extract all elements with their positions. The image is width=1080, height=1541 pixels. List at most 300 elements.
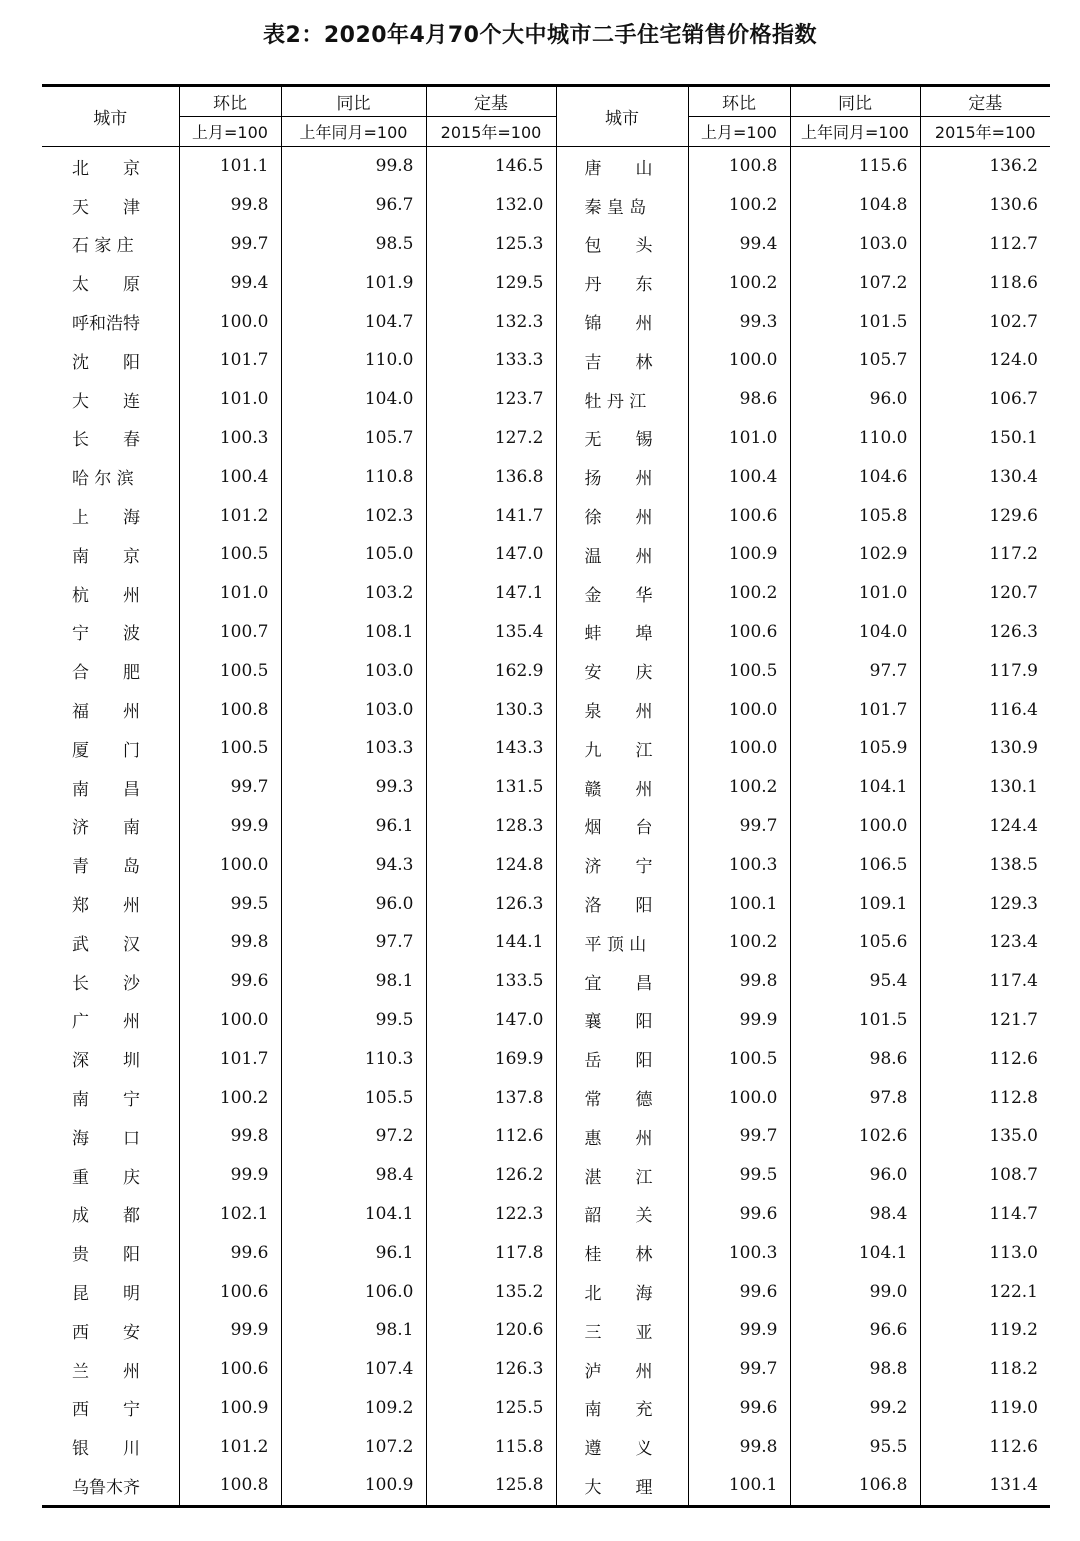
left-base-cell: 144.1 [426,923,556,962]
left-yoy-cell: 106.0 [281,1272,426,1311]
left-yoy-cell: 105.0 [281,535,426,574]
right-mom-cell: 100.5 [688,651,790,690]
header-mom-left: 环比 [179,86,281,117]
right-mom-cell: 100.2 [688,923,790,962]
left-base-cell: 162.9 [426,651,556,690]
table-row [42,1039,1050,1078]
left-mom-cell: 99.9 [179,1311,281,1350]
right-yoy-cell: 96.0 [790,1156,920,1195]
left-city-cell: 广 州 [72,1012,140,1033]
right-city-cell: 九 江 [556,729,688,768]
right-mom-cell: 100.2 [688,186,790,225]
left-base-cell: 123.7 [426,380,556,419]
table-title: 表2：2020年4月70个大中城市二手住宅销售价格指数 [263,23,817,48]
right-base-cell: 150.1 [920,419,1050,458]
left-mom-cell: 101.1 [179,147,281,186]
header-city-right: 城市 [556,86,688,147]
left-yoy-cell: 105.7 [281,419,426,458]
right-base-cell: 130.9 [920,729,1050,768]
right-yoy-cell: 110.0 [790,419,920,458]
right-city-cell: 扬 州 [556,457,688,496]
left-yoy-cell: 97.7 [281,923,426,962]
right-city-cell: 宜 昌 [556,962,688,1001]
left-mom-cell: 100.6 [179,1272,281,1311]
table-row [42,147,1050,186]
right-yoy-cell: 101.5 [790,1001,920,1040]
right-yoy-cell: 105.7 [790,341,920,380]
right-mom-cell: 100.5 [688,1039,790,1078]
right-city-cell: 平 顶 山 [556,923,688,962]
right-yoy-cell: 96.6 [790,1311,920,1350]
left-yoy-cell: 96.1 [281,1233,426,1272]
left-yoy-cell: 102.3 [281,496,426,535]
left-base-cell: 136.8 [426,457,556,496]
right-mom-cell: 99.8 [688,1427,790,1466]
left-mom-cell: 100.4 [179,457,281,496]
table-row [42,768,1050,807]
table-body [42,147,1050,1507]
right-yoy-cell: 101.0 [790,574,920,613]
table-row [42,1311,1050,1350]
right-yoy-cell: 105.6 [790,923,920,962]
table-row [42,1156,1050,1195]
left-yoy-cell: 104.0 [281,380,426,419]
left-mom-cell: 99.8 [179,1117,281,1156]
right-mom-cell: 99.9 [688,1001,790,1040]
right-yoy-cell: 106.8 [790,1466,920,1506]
right-yoy-cell: 104.1 [790,1233,920,1272]
left-mom-cell: 100.8 [179,1466,281,1506]
right-yoy-cell: 105.8 [790,496,920,535]
right-base-cell: 118.2 [920,1350,1050,1389]
left-mom-cell: 100.9 [179,1389,281,1428]
table-row [42,1466,1050,1506]
left-mom-cell: 100.2 [179,1078,281,1117]
left-city-cell: 杭 州 [72,585,140,606]
left-mom-cell: 101.0 [179,380,281,419]
subheader-base-right: 2015年=100 [920,117,1050,147]
right-city-cell: 常 德 [556,1078,688,1117]
table-row [42,613,1050,652]
right-city-cell: 蚌 埠 [556,613,688,652]
right-base-cell: 136.2 [920,147,1050,186]
right-yoy-cell: 99.2 [790,1389,920,1428]
right-base-cell: 138.5 [920,845,1050,884]
left-mom-cell: 101.2 [179,1427,281,1466]
left-city-cell: 深 圳 [72,1051,140,1072]
right-mom-cell: 100.3 [688,1233,790,1272]
left-city-cell: 天 津 [72,197,140,218]
right-base-cell: 112.8 [920,1078,1050,1117]
right-base-cell: 106.7 [920,380,1050,419]
right-base-cell: 126.3 [920,613,1050,652]
right-mom-cell: 99.7 [688,807,790,846]
right-city-cell: 湛 江 [556,1156,688,1195]
left-base-cell: 129.5 [426,263,556,302]
left-base-cell: 133.3 [426,341,556,380]
right-mom-cell: 100.0 [688,1078,790,1117]
left-base-cell: 126.2 [426,1156,556,1195]
left-yoy-cell: 98.5 [281,225,426,264]
right-city-cell: 遵 义 [556,1427,688,1466]
left-base-cell: 169.9 [426,1039,556,1078]
right-yoy-cell: 98.6 [790,1039,920,1078]
left-city-cell: 武 汉 [72,934,140,955]
right-base-cell: 121.7 [920,1001,1050,1040]
table-row [42,302,1050,341]
table-row [42,496,1050,535]
right-base-cell: 124.0 [920,341,1050,380]
left-yoy-cell: 100.9 [281,1466,426,1506]
right-city-cell: 泸 州 [556,1350,688,1389]
subheader-row [42,117,1050,147]
header-yoy-right: 同比 [790,86,920,117]
right-city-cell: 丹 东 [556,263,688,302]
table-row [42,1001,1050,1040]
left-mom-cell: 99.9 [179,807,281,846]
left-city-cell: 北 京 [72,158,140,179]
left-mom-cell: 100.6 [179,1350,281,1389]
left-city-cell: 福 州 [72,702,140,723]
left-yoy-cell: 97.2 [281,1117,426,1156]
table-row [42,186,1050,225]
left-yoy-cell: 99.5 [281,1001,426,1040]
right-city-cell: 金 华 [556,574,688,613]
left-base-cell: 130.3 [426,690,556,729]
table-row [42,1350,1050,1389]
right-city-cell: 北 海 [556,1272,688,1311]
left-city-cell: 济 南 [72,818,140,839]
left-mom-cell: 99.8 [179,186,281,225]
right-city-cell: 桂 林 [556,1233,688,1272]
left-mom-cell: 101.7 [179,1039,281,1078]
left-yoy-cell: 96.7 [281,186,426,225]
table-row [42,1389,1050,1428]
left-mom-cell: 100.5 [179,729,281,768]
right-city-cell: 烟 台 [556,807,688,846]
right-yoy-cell: 104.1 [790,768,920,807]
left-base-cell: 132.3 [426,302,556,341]
right-mom-cell: 100.4 [688,457,790,496]
right-mom-cell: 100.0 [688,690,790,729]
left-mom-cell: 101.2 [179,496,281,535]
right-city-cell: 吉 林 [556,341,688,380]
table-row [42,263,1050,302]
left-base-cell: 124.8 [426,845,556,884]
right-base-cell: 112.6 [920,1427,1050,1466]
left-city-cell: 昆 明 [72,1284,140,1304]
right-city-cell: 济 宁 [556,845,688,884]
right-base-cell: 117.2 [920,535,1050,574]
right-mom-cell: 100.6 [688,613,790,652]
right-city-cell: 泉 州 [556,690,688,729]
left-yoy-cell: 96.0 [281,884,426,923]
left-mom-cell: 100.0 [179,1001,281,1040]
table-row [42,1233,1050,1272]
right-city-cell: 洛 阳 [556,884,688,923]
right-base-cell: 113.0 [920,1233,1050,1272]
left-city-cell: 郑 州 [72,896,140,917]
left-city-cell: 贵 阳 [72,1245,140,1266]
right-mom-cell: 99.6 [688,1195,790,1234]
right-mom-cell: 100.9 [688,535,790,574]
right-city-cell: 安 庆 [556,651,688,690]
right-yoy-cell: 98.4 [790,1195,920,1234]
right-mom-cell: 99.6 [688,1272,790,1311]
right-city-cell: 无 锡 [556,419,688,458]
left-mom-cell: 100.0 [179,302,281,341]
right-mom-cell: 99.8 [688,962,790,1001]
header-base-right: 定基 [920,86,1050,117]
left-yoy-cell: 103.0 [281,651,426,690]
left-city-cell: 呼和浩特 [72,314,140,335]
left-yoy-cell: 98.4 [281,1156,426,1195]
left-mom-cell: 99.8 [179,923,281,962]
left-yoy-cell: 107.2 [281,1427,426,1466]
right-base-cell: 112.6 [920,1039,1050,1078]
right-base-cell: 116.4 [920,690,1050,729]
right-mom-cell: 98.6 [688,380,790,419]
right-yoy-cell: 102.9 [790,535,920,574]
left-mom-cell: 99.5 [179,884,281,923]
left-base-cell: 126.3 [426,884,556,923]
left-base-cell: 147.1 [426,574,556,613]
left-city-cell: 石 家 庄 [72,236,134,257]
right-mom-cell: 99.7 [688,1350,790,1389]
left-yoy-cell: 101.9 [281,263,426,302]
left-mom-cell: 100.7 [179,613,281,652]
table-row [42,535,1050,574]
right-base-cell: 123.4 [920,923,1050,962]
left-city-cell: 南 京 [72,546,140,567]
right-mom-cell: 100.2 [688,574,790,613]
right-mom-cell: 99.3 [688,302,790,341]
right-yoy-cell: 101.5 [790,302,920,341]
table-row [42,651,1050,690]
right-mom-cell: 99.7 [688,1117,790,1156]
left-base-cell: 137.8 [426,1078,556,1117]
right-yoy-cell: 101.7 [790,690,920,729]
price-index-table [42,84,1050,1508]
left-mom-cell: 99.9 [179,1156,281,1195]
left-yoy-cell: 107.4 [281,1350,426,1389]
right-mom-cell: 99.6 [688,1389,790,1428]
left-yoy-cell: 98.1 [281,962,426,1001]
right-yoy-cell: 104.6 [790,457,920,496]
right-yoy-cell: 95.4 [790,962,920,1001]
right-base-cell: 108.7 [920,1156,1050,1195]
left-yoy-cell: 103.3 [281,729,426,768]
right-mom-cell: 100.3 [688,845,790,884]
left-yoy-cell: 109.2 [281,1389,426,1428]
right-city-cell: 三 亚 [556,1311,688,1350]
left-base-cell: 128.3 [426,807,556,846]
left-city-cell: 成 都 [72,1206,140,1227]
right-base-cell: 119.0 [920,1389,1050,1428]
left-mom-cell: 99.4 [179,263,281,302]
left-base-cell: 127.2 [426,419,556,458]
subheader-base-left: 2015年=100 [426,117,556,147]
left-city-cell: 西 宁 [72,1400,140,1421]
left-city-cell: 合 肥 [72,663,140,684]
right-base-cell: 114.7 [920,1195,1050,1234]
left-city-cell: 乌鲁木齐 [42,1466,179,1506]
table-row [42,1427,1050,1466]
table-row [42,845,1050,884]
right-base-cell: 129.3 [920,884,1050,923]
left-mom-cell: 100.5 [179,651,281,690]
left-base-cell: 112.6 [426,1117,556,1156]
table-row [42,807,1050,846]
right-mom-cell: 100.1 [688,1466,790,1506]
table-row [42,690,1050,729]
left-mom-cell: 99.7 [179,768,281,807]
table-row [42,884,1050,923]
left-yoy-cell: 110.8 [281,457,426,496]
left-yoy-cell: 105.5 [281,1078,426,1117]
right-yoy-cell: 105.9 [790,729,920,768]
right-base-cell: 118.6 [920,263,1050,302]
left-city-cell: 厦 门 [72,740,140,761]
left-base-cell: 125.3 [426,225,556,264]
subheader-mom-right: 上月=100 [688,117,790,147]
table-row [42,419,1050,458]
right-city-cell: 唐 山 [556,147,688,186]
left-city-cell: 太 原 [72,275,140,296]
left-yoy-cell: 110.3 [281,1039,426,1078]
left-mom-cell: 101.0 [179,574,281,613]
left-yoy-cell: 99.3 [281,768,426,807]
right-base-cell: 130.6 [920,186,1050,225]
left-city-cell: 上 海 [72,508,140,529]
left-base-cell: 120.6 [426,1311,556,1350]
subheader-yoy-right: 上年同月=100 [790,117,920,147]
right-base-cell: 130.4 [920,457,1050,496]
right-mom-cell: 99.4 [688,225,790,264]
right-mom-cell: 100.2 [688,263,790,302]
left-base-cell: 147.0 [426,535,556,574]
right-mom-cell: 100.8 [688,147,790,186]
left-base-cell: 146.5 [426,147,556,186]
table-row [42,380,1050,419]
right-city-cell: 温 州 [556,535,688,574]
left-city-cell: 宁 波 [72,624,140,645]
right-yoy-cell: 103.0 [790,225,920,264]
right-base-cell: 135.0 [920,1117,1050,1156]
left-yoy-cell: 103.0 [281,690,426,729]
right-city-cell: 赣 州 [556,768,688,807]
right-yoy-cell: 104.8 [790,186,920,225]
table-row [42,457,1050,496]
right-mom-cell: 99.5 [688,1156,790,1195]
left-yoy-cell: 104.7 [281,302,426,341]
right-yoy-cell: 100.0 [790,807,920,846]
left-city-cell: 长 春 [72,430,140,451]
header-base-left: 定基 [426,86,556,117]
right-city-cell: 锦 州 [556,302,688,341]
right-yoy-cell: 95.5 [790,1427,920,1466]
right-base-cell: 117.9 [920,651,1050,690]
right-base-cell: 131.4 [920,1466,1050,1506]
right-base-cell: 122.1 [920,1272,1050,1311]
left-city-cell: 重 庆 [72,1167,140,1188]
right-city-cell: 襄 阳 [556,1001,688,1040]
left-city-cell: 南 宁 [72,1090,140,1111]
left-city-cell: 兰 州 [72,1361,140,1382]
left-base-cell: 135.2 [426,1272,556,1311]
left-mom-cell: 99.6 [179,962,281,1001]
table-row [42,1195,1050,1234]
right-city-cell: 秦 皇 岛 [556,186,688,225]
left-yoy-cell: 110.0 [281,341,426,380]
right-mom-cell: 99.9 [688,1311,790,1350]
subheader-mom-left: 上月=100 [179,117,281,147]
right-city-cell: 包 头 [556,225,688,264]
left-city-cell: 西 安 [72,1322,140,1343]
left-city-cell: 大 连 [72,391,140,412]
left-base-cell: 143.3 [426,729,556,768]
left-base-cell: 141.7 [426,496,556,535]
left-base-cell: 126.3 [426,1350,556,1389]
right-yoy-cell: 115.6 [790,147,920,186]
right-city-cell: 徐 州 [556,496,688,535]
header-mom-right: 环比 [688,86,790,117]
left-base-cell: 147.0 [426,1001,556,1040]
left-base-cell: 117.8 [426,1233,556,1272]
table-row [42,574,1050,613]
header-row [42,86,1050,117]
left-base-cell: 125.5 [426,1389,556,1428]
left-city-cell: 银 川 [72,1439,140,1460]
right-yoy-cell: 102.6 [790,1117,920,1156]
left-yoy-cell: 98.1 [281,1311,426,1350]
left-base-cell: 131.5 [426,768,556,807]
right-city-cell: 惠 州 [556,1117,688,1156]
left-yoy-cell: 99.8 [281,147,426,186]
table-row [42,729,1050,768]
right-mom-cell: 101.0 [688,419,790,458]
left-base-cell: 115.8 [426,1427,556,1466]
right-yoy-cell: 107.2 [790,263,920,302]
right-city-cell: 岳 阳 [556,1039,688,1078]
header-yoy-left: 同比 [281,86,426,117]
table-row [42,923,1050,962]
left-mom-cell: 99.7 [179,225,281,264]
right-base-cell: 129.6 [920,496,1050,535]
left-yoy-cell: 104.1 [281,1195,426,1234]
right-city-cell: 牡 丹 江 [556,380,688,419]
left-mom-cell: 100.8 [179,690,281,729]
left-yoy-cell: 108.1 [281,613,426,652]
left-mom-cell: 100.3 [179,419,281,458]
right-yoy-cell: 96.0 [790,380,920,419]
left-mom-cell: 100.5 [179,535,281,574]
left-base-cell: 125.8 [426,1466,556,1506]
right-base-cell: 112.7 [920,225,1050,264]
left-city-cell: 青 岛 [72,857,140,878]
right-yoy-cell: 98.8 [790,1350,920,1389]
right-mom-cell: 100.0 [688,729,790,768]
table-row [42,962,1050,1001]
right-base-cell: 119.2 [920,1311,1050,1350]
left-base-cell: 133.5 [426,962,556,1001]
left-city-cell: 哈 尔 滨 [72,469,134,490]
left-base-cell: 132.0 [426,186,556,225]
header-city-left: 城市 [42,86,179,147]
right-mom-cell: 100.0 [688,341,790,380]
table-row [42,1272,1050,1311]
left-city-cell: 南 昌 [72,779,140,800]
